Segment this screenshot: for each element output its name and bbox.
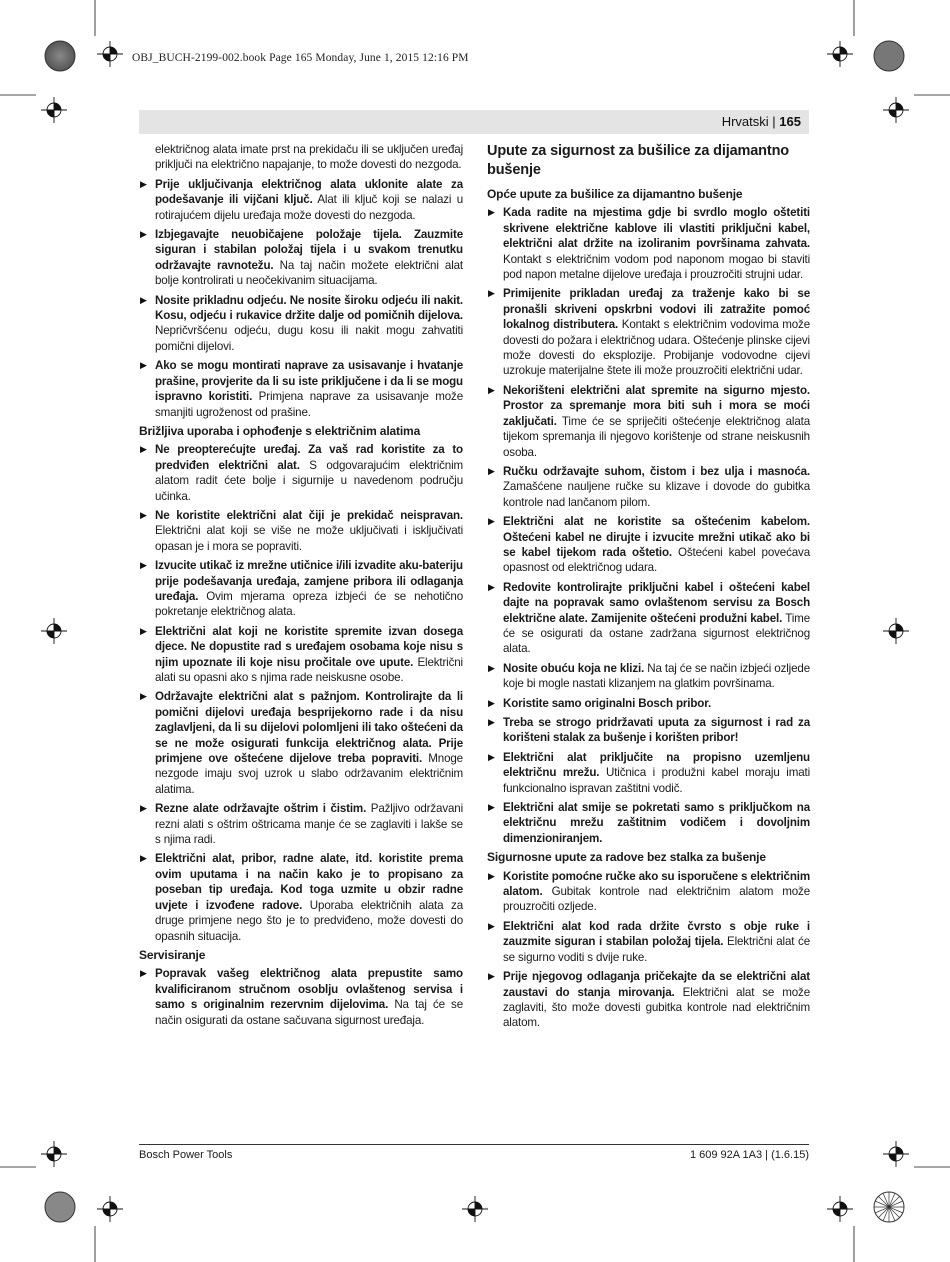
safety-instruction <box>487 969 810 1031</box>
instruction-bold: Električni alat koji ne koristite spremite izvan dosega djece. Ne dopustite rad s uređajem osobama koje nisu s njim upoznate ili koje nisu pročitale ove upute. <box>155 624 463 669</box>
section-title: Upute za sigurnost za bušilice za dijamantno bušenje <box>487 143 789 178</box>
instruction-text: S odgovarajućim električnim alatom radit ćete bolje i sigurnije u navedenom području učinka. <box>155 458 464 503</box>
registration-mark-icon <box>462 1196 488 1222</box>
safety-instruction <box>139 624 463 686</box>
instruction-text: Utičnica i produžni kabel moraju imati funkcionalno ispravan zaštitni vodič. <box>503 766 810 795</box>
instruction-text: Mnoge nezgode imaju svoj uzrok u slabo održavanim električnim alatima. <box>155 752 463 796</box>
starburst-patch-icon <box>872 1190 906 1224</box>
safety-instruction <box>139 358 463 420</box>
instruction-bold: Redovite kontrolirajte priključni kabel i oštećeni kabel dajte na popravak samo ovlaštenom servisu za Bosch električne alate. Zamijenite oštećeni produžni kabel. <box>503 580 810 625</box>
registration-mark-icon <box>827 1196 853 1222</box>
density-patch-icon <box>43 39 77 73</box>
registration-mark-icon <box>883 97 909 123</box>
footer-docnumber: 1 609 92A 1A3 | (1.6.15) <box>689 1149 809 1161</box>
registration-mark-icon <box>41 97 67 123</box>
instruction-text: Pažljivo održavani rezni alati s oštrim oštricama manje će se zaglaviti i lakše se s njima radi. <box>155 802 464 847</box>
instruction-text: Uporaba električnih alata za druge primjene nego što je to predviđeno, može dovesti do opasnih situacija. <box>155 898 463 943</box>
subheading-careful-use: Brižljiva uporaba i ophođenje s električnim alatima <box>139 423 421 438</box>
instruction-bold: Nekorišteni električni alat spremite na sigurno mjesto. Prostor za spremanje mora biti suh i mora se moći zaključati. <box>503 383 810 428</box>
instruction-bold: Električni alat kod rada držite čvrsto s obje ruke i zauzmite siguran i stabilan položaj tijela. <box>503 919 810 949</box>
registration-mark-icon <box>883 1141 909 1167</box>
instruction-text: Gubitak kontrole nad električnim alatom može prouzročiti ozljede. <box>503 885 810 914</box>
safety-instruction <box>487 800 810 846</box>
safety-instruction <box>487 919 810 965</box>
left-column <box>139 142 463 1032</box>
instruction-text: Nepričvršćenu odjeću, dugu kosu ili nakit mogu zahvatiti pomični dijelovi. <box>155 324 463 353</box>
density-patch-icon <box>872 39 906 73</box>
instruction-bold: Nosite prikladnu odjeću. Ne nosite široku odjeću ili nakit. Kosu, odjeću i rukavice držite dalje od pomičnih dijelova. <box>155 293 463 323</box>
instruction-text: Na taj način možete električni alat bolje kontrolirati u neočekivanim situacijama. <box>155 258 463 288</box>
subheading-service: Servisiranje <box>139 947 206 962</box>
safety-instruction <box>487 205 810 282</box>
list-c <box>139 966 463 1028</box>
registration-mark-icon <box>97 41 123 67</box>
instruction-text: Na taj će se način osigurati da ostane sačuvana sigurnost uređaja. <box>155 998 463 1027</box>
safety-instruction <box>487 750 810 796</box>
subheading-no-stand: Sigurnosne upute za radove bez stalka za bušenje <box>487 850 766 865</box>
safety-instruction <box>487 715 810 746</box>
list-a <box>139 177 463 420</box>
safety-instruction <box>139 508 463 554</box>
page-number: 165 <box>779 114 801 129</box>
instruction-bold: Nosite obuću koja ne klizi. <box>503 661 645 675</box>
instruction-text: Zamašćene nauljene ručke su klizave i dovode do gubitka kontrole nad lančanom pilom. <box>503 480 810 509</box>
registration-mark-icon <box>883 618 909 644</box>
safety-instruction <box>487 661 810 692</box>
instruction-text: Električni alat će se sigurno voditi s dvije ruke. <box>503 935 810 964</box>
instruction-text: Time će se osigurati da ostane zadržana sigurnost električnog alata. <box>503 611 810 656</box>
header-text <box>722 114 801 129</box>
right-column <box>487 142 810 1035</box>
instruction-text: Električni alat koji se više ne može uključivati i isključivati opasan je i mora se popraviti. <box>155 524 463 553</box>
instruction-text: Električni alati su opasni ako s njima rade neiskusne osobe. <box>155 655 463 684</box>
instruction-bold: Ako se mogu montirati naprave za usisavanje i hvatanje prašine, provjerite da li su iste priključene i da li se mogu ispravno koristiti. <box>155 359 463 404</box>
instruction-text: Električni alat se može zaglaviti, što može dovesti gubitka kontrole nad električnim alatom. <box>503 985 811 1030</box>
instruction-text: Na taj će se način izbjeći ozljede koje bi mogle nastati klizanjem na glatkim površinama. <box>503 661 810 691</box>
list-b <box>139 442 463 944</box>
safety-instruction <box>487 869 810 915</box>
instruction-bold: Kada radite na mjestima gdje bi svrdlo moglo oštetiti skrivene električne kablove ili vlastiti priključni kabel, električni alat držite na izoliranim površinama zahvata. <box>503 206 810 251</box>
instruction-text: Alat ili ključ koji se nalazi u rotirajućem dijelu uređaja može dovesti do nezgoda. <box>155 193 463 222</box>
instruction-bold: Električni alat ne koristite sa oštećenim kabelom. Oštećeni kabel ne dirujte i izvucite mrežni utikač ako bi se kabel tijekom rada oštetio. <box>503 515 810 559</box>
safety-instruction <box>487 696 810 711</box>
footer-rule <box>139 1144 809 1145</box>
safety-instruction <box>139 689 463 797</box>
safety-instruction <box>487 383 810 460</box>
instruction-bold: Koristite samo originalni Bosch pribor. <box>503 696 712 710</box>
print-slug: OBJ_BUCH-2199-002.book Page 165 Monday, June 1, 2015 12:16 PM <box>132 52 469 64</box>
instruction-bold: Izbjegavajte neuobičajene položaje tijela. Zauzmite siguran i stabilan položaj tijela i u svakom trenutku održavajte ravnotežu. <box>155 228 463 272</box>
instruction-text: Kontakt s električnim vodom pod naponom mogao bi staviti pod napon metalne dijelove uređaja i prouzročiti strujni udar. <box>503 252 810 282</box>
registration-mark-icon <box>41 618 67 644</box>
safety-instruction <box>487 464 810 510</box>
list-right-b <box>487 869 810 1031</box>
registration-mark-icon <box>97 1196 123 1222</box>
continued-paragraph: električnog alata imate prst na prekidaču ili se uključen uređaj priključi na električno napajanje, to može dovesti do nezgoda. <box>155 143 463 172</box>
safety-instruction <box>139 442 463 504</box>
header-language: Hrvatski <box>721 114 769 129</box>
density-patch-icon <box>43 1190 77 1224</box>
instruction-text: Oštećeni kabel povećava opasnost od električnog udara. <box>503 545 810 575</box>
instruction-bold: Ručku održavajte suhom, čistom i bez ulja i masnoća. <box>503 464 810 478</box>
footer-brand: Bosch Power Tools <box>139 1149 233 1161</box>
header-separator: | <box>772 114 776 129</box>
safety-instruction <box>487 580 810 657</box>
instruction-bold: Popravak vašeg električnog alata prepustite samo kvalificiranom stručnom osoblju ovlaštenog servisa i samo s originalnim rezervnim dijelovima. <box>155 967 463 1012</box>
instruction-bold: Ne preopterećujte uređaj. Za vaš rad koristite za to predviđen električni alat. <box>155 443 463 472</box>
instruction-bold: Prije njegovog odlaganja pričekajte da se električni alat zaustavi do stanja mirovanja. <box>503 970 810 999</box>
instruction-bold: Električni alat priključite na propisno uzemljenu električnu mrežu. <box>503 750 810 780</box>
safety-instruction <box>139 293 463 355</box>
instruction-bold: Rezne alate održavajte oštrim i čistim. <box>155 802 367 816</box>
registration-mark-icon <box>827 41 853 67</box>
instruction-bold: Treba se strogo pridržavati uputa za sigurnost i rad za korišteni stalak za bušenje i korišten pribor! <box>503 716 810 745</box>
instruction-bold: Primijenite prikladan uređaj za traženje kako bi se pronašli skriveni opskrbni vodovi ili zatražite pomoć lokalnog distributera. <box>503 287 810 332</box>
safety-instruction <box>139 177 463 223</box>
instruction-bold: Prije uključivanja električnog alata uklonite alate za podešavanje ili vijčani ključ. <box>155 177 463 207</box>
instruction-bold: Električni alat smije se pokretati samo s priključkom na električnu mrežu zaštitnim vodičem i dovoljnim dimenzioniranjem. <box>503 801 810 845</box>
safety-instruction <box>487 286 810 378</box>
instruction-bold: Izvucite utikač iz mrežne utičnice i/ili izvadite aku-bateriju prije podešavanja uređaja, zamjene pribora ili odlaganja uređaja. <box>155 559 463 603</box>
instruction-text: Kontakt s električnim vodovima može dovesti do požara i električnog udara. Oštećenje plinske cijevi može dovesti do eksplozije. Probijanje vodovodne cijevi uzrokuje materijalne štete ili može prouzročiti električni udar. <box>503 318 810 378</box>
instruction-text: Time će se spriječiti oštećenje električnog alata tijekom spremanja ili njegovo korištenje od strane neiskusnih osoba. <box>503 414 810 459</box>
safety-instruction <box>487 514 810 576</box>
safety-instruction <box>139 851 463 943</box>
instruction-bold: Koristite pomoćne ručke ako su isporučene s električnim alatom. <box>503 869 810 899</box>
instruction-bold: Električni alat, pribor, radne alate, itd. koristite prema ovim uputama i na način kako je to propisano za poseban tip uređaja. Kod toga uzmite u obzir radne uvjete i izvođene radove. <box>155 852 463 912</box>
safety-instruction <box>139 966 463 1028</box>
registration-mark-icon <box>41 1141 67 1167</box>
safety-instruction <box>139 227 463 289</box>
safety-instruction <box>139 558 463 620</box>
safety-instruction <box>139 801 463 847</box>
instruction-text: Ovim mjerama opreza izbjeći će se nehotično pokretanje električnog alata. <box>155 589 463 619</box>
instruction-bold: Održavajte električni alat s pažnjom. Kontrolirajte da li pomični dijelovi uređaja besprijekorno rade i da nisu zaglavljeni, da li su dijelovi polomljeni ili tako oštećeni da se ne može osigurati funkcija električnog alata. Prije primjene ove oštećene dijelove treba popraviti. <box>155 690 463 766</box>
subheading-general: Opće upute za bušilice za dijamantno bušenje <box>487 187 743 201</box>
instruction-text: Primjena naprave za usisavanje može smanjiti ugroženost od prašine. <box>155 390 463 419</box>
instruction-bold: Ne koristite električni alat čiji je prekidač neispravan. <box>155 508 463 522</box>
list-right-a <box>487 205 810 846</box>
running-header <box>139 110 809 134</box>
